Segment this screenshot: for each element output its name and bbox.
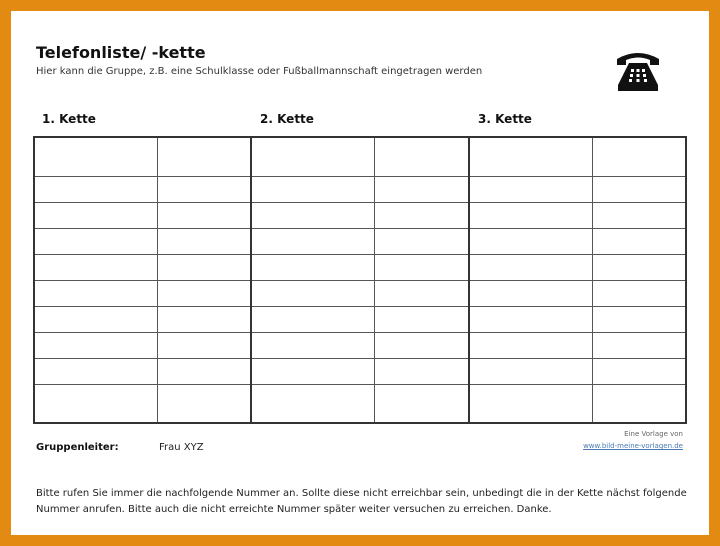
page-title: Telefonliste/ -kette	[36, 43, 206, 62]
telephone-icon	[614, 49, 662, 93]
table-row	[34, 280, 686, 306]
table-cell[interactable]	[469, 176, 593, 202]
table-cell[interactable]	[251, 254, 375, 280]
table-cell[interactable]	[158, 384, 252, 423]
table-cell[interactable]	[158, 306, 252, 332]
chain-label-2: 2. Kette	[260, 112, 314, 126]
table-cell[interactable]	[469, 384, 593, 423]
table-cell[interactable]	[469, 228, 593, 254]
table-cell[interactable]	[34, 280, 158, 306]
table-cell[interactable]	[592, 202, 686, 228]
table-cell[interactable]	[469, 306, 593, 332]
table-cell[interactable]	[34, 254, 158, 280]
table-cell[interactable]	[251, 137, 375, 176]
table-cell[interactable]	[251, 358, 375, 384]
table-cell[interactable]	[251, 306, 375, 332]
table-row	[34, 306, 686, 332]
table-cell[interactable]	[469, 137, 593, 176]
template-credit	[583, 428, 683, 452]
table-cell[interactable]	[251, 228, 375, 254]
table-cell[interactable]	[34, 176, 158, 202]
table-cell[interactable]	[158, 280, 252, 306]
table-row	[34, 176, 686, 202]
credit-text: Eine Vorlage von	[624, 430, 683, 438]
table-cell[interactable]	[158, 202, 252, 228]
table-cell[interactable]	[469, 202, 593, 228]
table-cell[interactable]	[469, 332, 593, 358]
table-cell[interactable]	[251, 176, 375, 202]
credit-link[interactable]: www.bild-meine-vorlagen.de	[583, 442, 683, 450]
group-leader-label: Gruppenleiter:	[36, 442, 119, 453]
table-cell[interactable]	[469, 280, 593, 306]
table-cell[interactable]	[592, 332, 686, 358]
table-cell[interactable]	[34, 358, 158, 384]
table-cell[interactable]	[375, 176, 469, 202]
table-cell[interactable]	[158, 228, 252, 254]
table-cell[interactable]	[592, 176, 686, 202]
table-cell[interactable]	[375, 228, 469, 254]
phone-chain-table	[33, 136, 687, 424]
table-cell[interactable]	[375, 332, 469, 358]
table-cell[interactable]	[251, 280, 375, 306]
table-cell[interactable]	[375, 202, 469, 228]
table-cell[interactable]	[592, 228, 686, 254]
table-row	[34, 137, 686, 176]
table-cell[interactable]	[158, 137, 252, 176]
table-cell[interactable]	[592, 384, 686, 423]
table-cell[interactable]	[34, 384, 158, 423]
table-cell[interactable]	[34, 306, 158, 332]
table-row	[34, 384, 686, 423]
chain-label-1: 1. Kette	[42, 112, 96, 126]
table-row	[34, 254, 686, 280]
table-row	[34, 202, 686, 228]
table-cell[interactable]	[375, 280, 469, 306]
table-cell[interactable]	[592, 358, 686, 384]
table-cell[interactable]	[375, 384, 469, 423]
table-cell[interactable]	[592, 254, 686, 280]
table-cell[interactable]	[34, 228, 158, 254]
table-row	[34, 358, 686, 384]
instructions-note: Bitte rufen Sie immer die nachfolgende Nummer an. Sollte diese nicht erreichbar sein, unbedingt die in der Kette nächst folgende Nummer anrufen. Bitte auch die nicht erreichte Nummer später weiter versuchen zu erreichen. Danke.	[36, 488, 687, 515]
table-cell[interactable]	[251, 202, 375, 228]
table-cell[interactable]	[469, 254, 593, 280]
table-row	[34, 332, 686, 358]
table-cell[interactable]	[592, 137, 686, 176]
chain-label-3: 3. Kette	[478, 112, 532, 126]
page-subtitle: Hier kann die Gruppe, z.B. eine Schulklasse oder Fußballmannschaft eingetragen werden	[36, 66, 483, 77]
table-cell[interactable]	[158, 176, 252, 202]
table-cell[interactable]	[34, 202, 158, 228]
group-leader-value: Frau XYZ	[159, 442, 204, 453]
table-cell[interactable]	[375, 306, 469, 332]
table-cell[interactable]	[469, 358, 593, 384]
table-cell[interactable]	[34, 137, 158, 176]
table-cell[interactable]	[158, 254, 252, 280]
table-cell[interactable]	[158, 332, 252, 358]
table-cell[interactable]	[251, 332, 375, 358]
table-cell[interactable]	[592, 306, 686, 332]
table-cell[interactable]	[251, 384, 375, 423]
table-cell[interactable]	[34, 332, 158, 358]
table-cell[interactable]	[375, 137, 469, 176]
table-row	[34, 228, 686, 254]
table-cell[interactable]	[375, 254, 469, 280]
document-page	[11, 11, 709, 535]
table-cell[interactable]	[592, 280, 686, 306]
table-cell[interactable]	[158, 358, 252, 384]
table-cell[interactable]	[375, 358, 469, 384]
